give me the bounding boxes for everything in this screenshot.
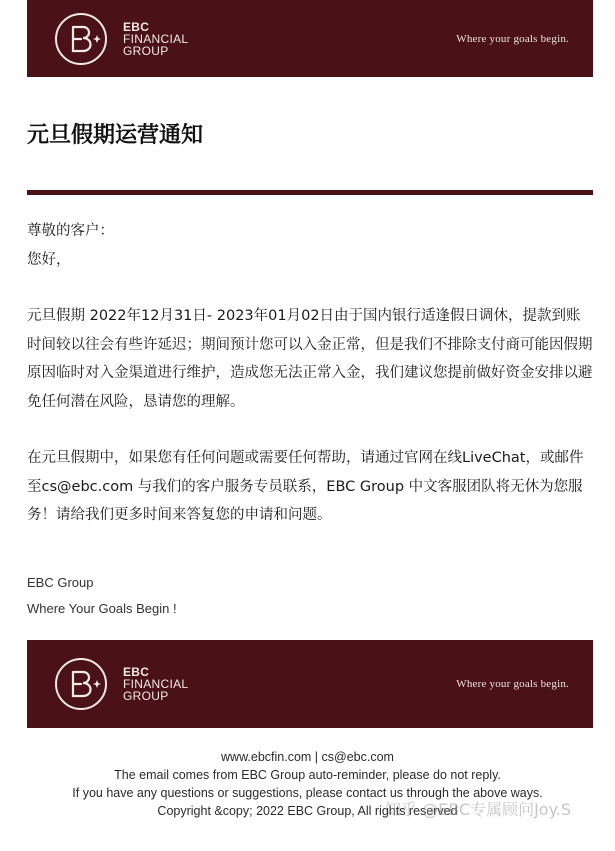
title-divider [27,190,593,195]
footer-contact-links[interactable]: www.ebcfin.com | cs@ebc.com [221,750,394,764]
footer-tagline: Where your goals begin. [456,678,569,690]
salutation-line-2: 您好， [27,251,71,268]
logo-wordmark [123,21,188,57]
watermark: 知乎 @EBC专属顾问Joy.S [385,800,572,819]
ebc-emblem-icon [53,9,113,69]
ebc-logo[interactable] [53,9,188,69]
header-banner [27,0,593,77]
footer-logo-line-2: FINANCIAL [123,677,189,691]
logo-line-3: GROUP [123,43,169,58]
header-tagline: Where your goals begin. [456,32,569,45]
salutation-line-1: 尊敬的客户： [27,223,114,239]
notice-paragraph-2: 在元旦假期中，如果您有任何问题或需要任何帮助，请通过官网在线LiveChat，或邮件至cs@ebc.com 与我们的客户服务专员联系，EBC Group 中文客服团队将无休为您服务！请给我们更多时间来答复您的申请和问题。 [27,450,584,523]
footer-banner [27,640,593,728]
logo-line-2: FINANCIAL [123,31,189,46]
notice-paragraph-1: 元旦假期 2022年12月31日- 2023年01月02日由于国内银行适逢假日调休，提款到账时间较以往会有些许延迟；期间预计您可以入金正常，但是我们不排除支付商可能因假期原因临时对入金渠道进行维护，造成您无法正常入金，我们建议您提前做好资金安排以避免任何潜在风险，恳请您的理解。 [27,308,593,410]
page-title: 元旦假期运营通知 [27,123,204,148]
logo-line-1: EBC [123,19,150,34]
signoff-slogan: Where Your Goals Begin ! [27,601,177,616]
footer-ebc-logo[interactable] [53,654,188,714]
signoff [27,570,177,622]
ebc-emblem-icon [53,654,113,714]
footer-auto-reminder: The email comes from EBC Group auto-reminder, please do not reply. [114,768,501,782]
signoff-company: EBC Group [27,575,94,590]
footer-logo-line-3: GROUP [123,689,169,703]
salutation [27,217,593,274]
footer-copyright: Copyright &copy; 2022 EBC Group, All rights reserved [157,804,458,818]
footer-logo-line-1: EBC [123,665,150,679]
footer-contact-note: If you have any questions or suggestions, please contact us through the above ways. [72,786,543,800]
footer-logo-wordmark [123,666,188,702]
